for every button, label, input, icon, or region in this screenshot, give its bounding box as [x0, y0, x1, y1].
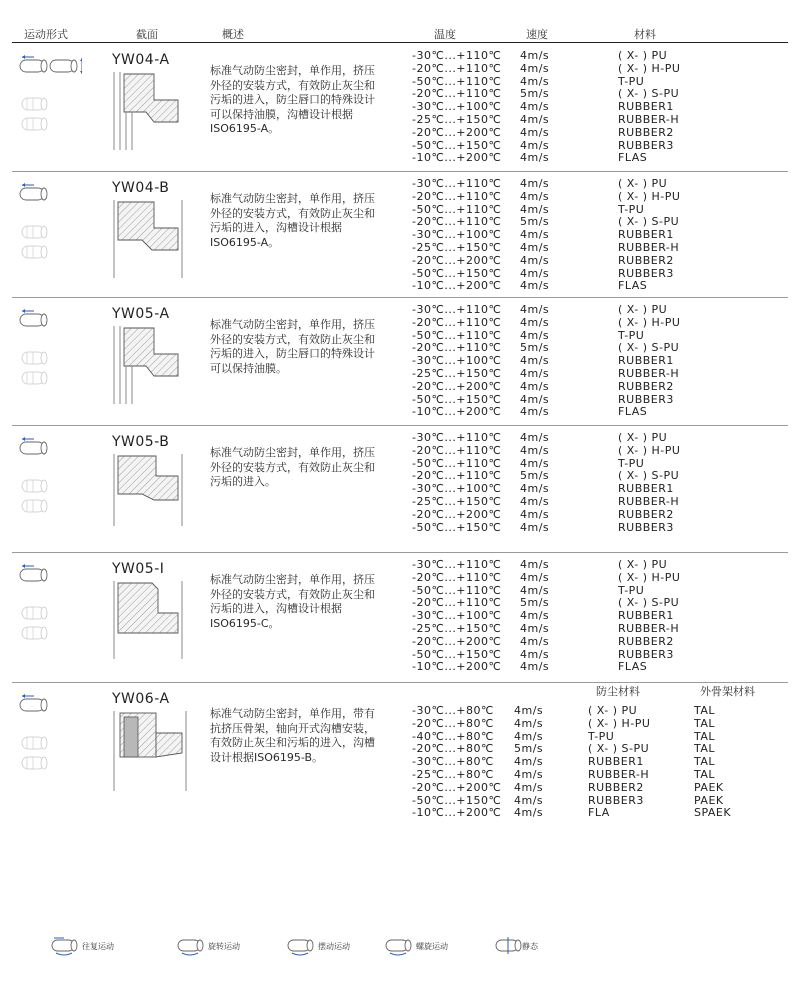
- temperature-list-item: -10℃...+200℃: [412, 279, 502, 293]
- material-list-item: ( X- ) S-PU: [588, 742, 650, 756]
- speed-list-item: 4m/s: [520, 228, 550, 242]
- material-list-item: RUBBER3: [618, 266, 674, 280]
- speed-list-item: 4m/s: [520, 303, 550, 316]
- material-list-item: RUBBER2: [618, 634, 674, 648]
- temperature-list-item: -50℃...+150℃: [412, 266, 502, 280]
- seal-description: 标准气动防尘密封，单作用，挤压外径的安装方式，有效防止灰尘和污垢的进入。: [210, 446, 375, 488]
- temperature-list-item: -20℃...+110℃: [412, 469, 502, 483]
- temperature-list-item: -50℃...+110℃: [412, 583, 502, 597]
- speed-list-item: 4m/s: [520, 431, 550, 444]
- legend-label: 往复运动: [82, 942, 114, 951]
- material-list-item: RUBBER1: [588, 755, 644, 769]
- material-list-item: RUBBER3: [588, 793, 644, 807]
- seal-section-drawing: [112, 454, 192, 542]
- seal-description: 标准气动防尘密封，单作用，挤压外径的安装方式，有效防止灰尘和污垢的进入，沟槽设计根据ISO6195-C。: [210, 573, 375, 630]
- temperature-list-item: -20℃...+200℃: [412, 780, 502, 794]
- material-list-item: ( X- ) H-PU: [618, 61, 681, 75]
- speed-list-item: 4m/s: [520, 354, 550, 368]
- motion-icons: [18, 52, 78, 136]
- temperature-list-item: -30℃...+100℃: [412, 482, 502, 496]
- speed-list-item: 4m/s: [520, 621, 550, 635]
- speed-list-item: 4m/s: [520, 609, 550, 623]
- material-list-item: FLAS: [618, 279, 648, 293]
- speed-list-item: 5m/s: [520, 469, 550, 483]
- dust-material-header: 防尘材料: [596, 685, 640, 698]
- speed-list-item: 4m/s: [520, 74, 550, 88]
- speed-list: [520, 432, 549, 534]
- temperature-list-item: -25℃...+150℃: [412, 112, 502, 126]
- speed-list-item: 4m/s: [520, 138, 550, 152]
- material-list-item: ( X- ) PU: [618, 177, 668, 190]
- seal-row: [0, 553, 800, 683]
- temperature-list-item: -20℃...+110℃: [412, 61, 502, 75]
- temperature-list-item: -30℃...+100℃: [412, 100, 502, 114]
- speed-list-item: 4m/s: [514, 729, 544, 743]
- header-rule: [12, 42, 788, 43]
- speed-list-item: 4m/s: [520, 379, 550, 393]
- speed-list-item: 4m/s: [520, 61, 550, 75]
- motion-icons: [18, 306, 78, 390]
- temperature-list-item: -25℃...+150℃: [412, 366, 502, 380]
- material-list-item: ( X- ) H-PU: [618, 189, 681, 203]
- seal-code: YW04-B: [112, 180, 170, 196]
- seal-description: 标准气动防尘密封，单作用，挤压外径的安装方式，有效防止灰尘和污垢的进入，防尘唇口的特殊设计可以保持油膜。: [210, 318, 375, 375]
- material-list-item: RUBBER-H: [618, 621, 680, 635]
- speed-list-item: 4m/s: [520, 583, 550, 597]
- temperature-list-item: -25℃...+150℃: [412, 621, 502, 635]
- temperature-list: [412, 559, 501, 674]
- frame-material-list-item: TAL: [694, 716, 716, 730]
- temperature-list-item: -25℃...+150℃: [412, 494, 502, 508]
- speed-list-item: 4m/s: [520, 405, 550, 419]
- speed-list: [514, 705, 543, 820]
- speed-list-item: 4m/s: [514, 793, 544, 807]
- temperature-list-item: -30℃...+100℃: [412, 354, 502, 368]
- speed-list: [520, 559, 549, 674]
- speed-list-item: 4m/s: [520, 520, 550, 534]
- speed-list-item: 4m/s: [520, 266, 550, 280]
- material-list: [618, 178, 680, 293]
- temperature-list-item: -20℃...+110℃: [412, 215, 502, 229]
- speed-list-item: 4m/s: [520, 570, 550, 584]
- material-list-item: RUBBER2: [618, 507, 674, 521]
- header-section: 截面: [136, 28, 158, 41]
- material-list-item: ( X- ) PU: [618, 558, 668, 571]
- temperature-list-item: -25℃...+150℃: [412, 240, 502, 254]
- material-list-item: ( X- ) PU: [588, 704, 638, 717]
- material-list: [618, 432, 680, 534]
- frame-material-list-item: TAL: [694, 742, 716, 756]
- frame-material-list-item: TAL: [694, 729, 716, 743]
- material-list-item: FLA: [588, 806, 610, 820]
- speed-list-item: 4m/s: [514, 755, 544, 769]
- temperature-list-item: -30℃...+110℃: [412, 177, 502, 190]
- speed-list-item: 4m/s: [520, 253, 550, 267]
- material-list: [588, 705, 650, 820]
- material-list-item: ( X- ) S-PU: [618, 215, 680, 229]
- speed-list-item: 4m/s: [520, 100, 550, 114]
- rotary-icon: [176, 936, 208, 960]
- material-list-item: ( X- ) PU: [618, 431, 668, 444]
- material-list-item: RUBBER1: [618, 354, 674, 368]
- frame-material-header: 外骨架材料: [700, 685, 755, 698]
- temperature-list-item: -10℃...+200℃: [412, 806, 502, 820]
- speed-list-item: 4m/s: [520, 328, 550, 342]
- material-list: [618, 304, 680, 419]
- speed-list-item: 4m/s: [520, 494, 550, 508]
- speed-list-item: 4m/s: [520, 558, 550, 571]
- speed-list-item: 4m/s: [520, 112, 550, 126]
- header-motion: 运动形式: [24, 28, 68, 41]
- speed-list-item: 4m/s: [520, 189, 550, 203]
- speed-list-item: 5m/s: [520, 341, 550, 355]
- temperature-list-item: -50℃...+110℃: [412, 74, 502, 88]
- speed-list-item: 5m/s: [514, 742, 544, 756]
- seal-code: YW05-B: [112, 434, 170, 450]
- motion-icons: [18, 434, 78, 518]
- seal-row: [0, 683, 800, 820]
- frame-material-list-item: TAL: [694, 704, 716, 717]
- speed-list: [520, 178, 549, 293]
- temperature-list-item: -20℃...+110℃: [412, 596, 502, 610]
- speed-list-item: 4m/s: [520, 634, 550, 648]
- temperature-list-item: -20℃...+200℃: [412, 634, 502, 648]
- speed-list-item: 4m/s: [520, 151, 550, 165]
- speed-list-item: 5m/s: [520, 596, 550, 610]
- material-list: [618, 50, 680, 165]
- legend-label: 螺旋运动: [416, 942, 448, 951]
- material-list-item: FLAS: [618, 151, 648, 165]
- material-list-item: RUBBER1: [618, 100, 674, 114]
- material-list-item: RUBBER3: [618, 520, 674, 534]
- temperature-list-item: -25℃...+80℃: [412, 767, 494, 781]
- motion-icons: [18, 561, 78, 645]
- temperature-list-item: -50℃...+150℃: [412, 138, 502, 152]
- material-list-item: T-PU: [618, 328, 645, 342]
- temperature-list-item: -20℃...+200℃: [412, 253, 502, 267]
- temperature-list-item: -50℃...+150℃: [412, 647, 502, 661]
- frame-material-list-item: PAEK: [694, 780, 724, 794]
- temperature-list-item: -10℃...+200℃: [412, 660, 502, 674]
- material-list-item: ( X- ) H-PU: [618, 315, 681, 329]
- material-list-item: T-PU: [618, 202, 645, 216]
- temperature-list-item: -30℃...+110℃: [412, 558, 502, 571]
- material-list-item: ( X- ) PU: [618, 49, 668, 62]
- temperature-list-item: -20℃...+200℃: [412, 125, 502, 139]
- material-list-item: RUBBER3: [618, 138, 674, 152]
- material-list-item: ( X- ) S-PU: [618, 341, 680, 355]
- temperature-list-item: -30℃...+80℃: [412, 704, 494, 717]
- speed-list-item: 4m/s: [520, 443, 550, 457]
- temperature-list: [412, 304, 501, 419]
- material-list-item: RUBBER-H: [618, 112, 680, 126]
- temperature-list-item: -50℃...+150℃: [412, 392, 502, 406]
- motion-icons: [18, 691, 78, 775]
- temperature-list-item: -20℃...+110℃: [412, 189, 502, 203]
- seal-description: 标准气动防尘密封，单作用，挤压外径的安装方式，有效防止灰尘和污垢的进入，防尘唇口的特殊设计可以保持油膜，沟槽设计根据ISO6195-A。: [210, 64, 375, 135]
- helical-icon: [384, 936, 416, 960]
- material-list-item: T-PU: [588, 729, 615, 743]
- temperature-list: [412, 50, 501, 165]
- oscillating-icon: [286, 936, 318, 960]
- seal-section-drawing: [112, 581, 192, 669]
- speed-list-item: 4m/s: [514, 780, 544, 794]
- seal-description: 标准气动防尘密封，单作用，挤压外径的安装方式，有效防止灰尘和污垢的进入，沟槽设计根据ISO6195-A。: [210, 192, 375, 249]
- material-list-item: RUBBER1: [618, 482, 674, 496]
- material-list-item: ( X- ) S-PU: [618, 87, 680, 101]
- temperature-list-item: -20℃...+110℃: [412, 570, 502, 584]
- temperature-list-item: -40℃...+80℃: [412, 729, 494, 743]
- frame-material-list-item: PAEK: [694, 793, 724, 807]
- material-list-item: RUBBER3: [618, 647, 674, 661]
- frame-material-list: [694, 705, 731, 820]
- temperature-list: [412, 705, 501, 820]
- temperature-list-item: -20℃...+110℃: [412, 315, 502, 329]
- speed-list-item: 4m/s: [520, 392, 550, 406]
- speed-list-item: 4m/s: [520, 482, 550, 496]
- speed-list: [520, 50, 549, 165]
- speed-list-item: 4m/s: [514, 716, 544, 730]
- material-list-item: T-PU: [618, 583, 645, 597]
- temperature-list-item: -30℃...+110℃: [412, 303, 502, 316]
- speed-list-item: 4m/s: [520, 49, 550, 62]
- speed-list-item: 4m/s: [520, 279, 550, 293]
- seal-description: 标准气动防尘密封，单作用，带有抗挤压骨架，轴向开式沟槽安装，有效防止灰尘和污垢的进入，沟槽设计根据ISO6195-B。: [210, 707, 375, 764]
- seal-section-drawing: [112, 326, 192, 414]
- speed-list-item: 4m/s: [520, 507, 550, 521]
- speed-list-item: 4m/s: [520, 366, 550, 380]
- temperature-list-item: -30℃...+110℃: [412, 49, 502, 62]
- material-list-item: RUBBER2: [618, 125, 674, 139]
- material-list-item: RUBBER1: [618, 609, 674, 623]
- material-list-item: RUBBER-H: [618, 494, 680, 508]
- seal-section-drawing: [112, 711, 192, 799]
- temperature-list: [412, 178, 501, 293]
- seal-code: YW04-A: [112, 52, 170, 68]
- material-list-item: ( X- ) H-PU: [618, 570, 681, 584]
- speed-list-item: 4m/s: [514, 704, 544, 717]
- material-list-item: ( X- ) PU: [618, 303, 668, 316]
- speed-list-item: 4m/s: [520, 660, 550, 674]
- speed-list-item: 4m/s: [520, 125, 550, 139]
- temperature-list-item: -30℃...+110℃: [412, 431, 502, 444]
- material-list-item: ( X- ) S-PU: [618, 596, 680, 610]
- temperature-list-item: -20℃...+110℃: [412, 87, 502, 101]
- temperature-list-item: -20℃...+80℃: [412, 716, 494, 730]
- speed-list-item: 4m/s: [520, 456, 550, 470]
- material-list: [618, 559, 680, 674]
- material-list-item: RUBBER-H: [588, 767, 650, 781]
- speed-list-item: 4m/s: [520, 647, 550, 661]
- speed-list-item: 5m/s: [520, 87, 550, 101]
- speed-list-item: 4m/s: [520, 177, 550, 190]
- seal-row: [0, 172, 800, 298]
- material-list-item: RUBBER3: [618, 392, 674, 406]
- frame-material-list-item: TAL: [694, 755, 716, 769]
- temperature-list-item: -20℃...+200℃: [412, 507, 502, 521]
- legend-label: 摆动运动: [318, 942, 350, 951]
- material-list-item: RUBBER2: [588, 780, 644, 794]
- speed-list-item: 4m/s: [520, 240, 550, 254]
- header-overview: 概述: [222, 28, 244, 41]
- header-speed: 速度: [526, 28, 548, 41]
- temperature-list-item: -30℃...+100℃: [412, 228, 502, 242]
- seal-row: [0, 298, 800, 426]
- material-list-item: ( X- ) S-PU: [618, 469, 680, 483]
- legend-label: 静态: [522, 942, 538, 951]
- temperature-list-item: -20℃...+80℃: [412, 742, 494, 756]
- speed-list-item: 5m/s: [520, 215, 550, 229]
- seal-code: YW06-A: [112, 691, 170, 707]
- material-list-item: ( X- ) H-PU: [618, 443, 681, 457]
- temperature-list-item: -10℃...+200℃: [412, 151, 502, 165]
- temperature-list-item: -30℃...+80℃: [412, 755, 494, 769]
- seal-section-drawing: [112, 72, 192, 160]
- temperature-list-item: -50℃...+150℃: [412, 793, 502, 807]
- material-list-item: RUBBER1: [618, 228, 674, 242]
- temperature-list-item: -20℃...+110℃: [412, 443, 502, 457]
- material-list-item: RUBBER2: [618, 253, 674, 267]
- temperature-list-item: -50℃...+150℃: [412, 520, 502, 534]
- temperature-list-item: -20℃...+200℃: [412, 379, 502, 393]
- speed-list-item: 4m/s: [520, 202, 550, 216]
- speed-list: [520, 304, 549, 419]
- motion-icons: [18, 180, 78, 264]
- material-list-item: FLAS: [618, 660, 648, 674]
- material-list-item: ( X- ) H-PU: [588, 716, 651, 730]
- material-list-item: T-PU: [618, 74, 645, 88]
- legend-label: 旋转运动: [208, 942, 240, 951]
- speed-list-item: 4m/s: [514, 767, 544, 781]
- seal-section-drawing: [112, 200, 192, 288]
- temperature-list-item: -50℃...+110℃: [412, 202, 502, 216]
- material-list-item: RUBBER-H: [618, 240, 680, 254]
- material-list-item: RUBBER2: [618, 379, 674, 393]
- seal-row: [0, 426, 800, 553]
- material-list-item: RUBBER-H: [618, 366, 680, 380]
- temperature-list: [412, 432, 501, 534]
- frame-material-list-item: SPAEK: [694, 806, 732, 820]
- temperature-list-item: -10℃...+200℃: [412, 405, 502, 419]
- frame-material-list-item: TAL: [694, 767, 716, 781]
- temperature-list-item: -50℃...+110℃: [412, 328, 502, 342]
- header-temperature: 温度: [434, 28, 456, 41]
- speed-list-item: 4m/s: [514, 806, 544, 820]
- seal-code: YW05-I: [112, 561, 165, 577]
- temperature-list-item: -20℃...+110℃: [412, 341, 502, 355]
- speed-list-item: 4m/s: [520, 315, 550, 329]
- seal-code: YW05-A: [112, 306, 170, 322]
- temperature-list-item: -50℃...+110℃: [412, 456, 502, 470]
- material-list-item: T-PU: [618, 456, 645, 470]
- temperature-list-item: -30℃...+100℃: [412, 609, 502, 623]
- reciprocating-icon: [50, 936, 82, 960]
- material-list-item: FLAS: [618, 405, 648, 419]
- seal-row: [0, 44, 800, 172]
- header-material: 材料: [634, 28, 656, 41]
